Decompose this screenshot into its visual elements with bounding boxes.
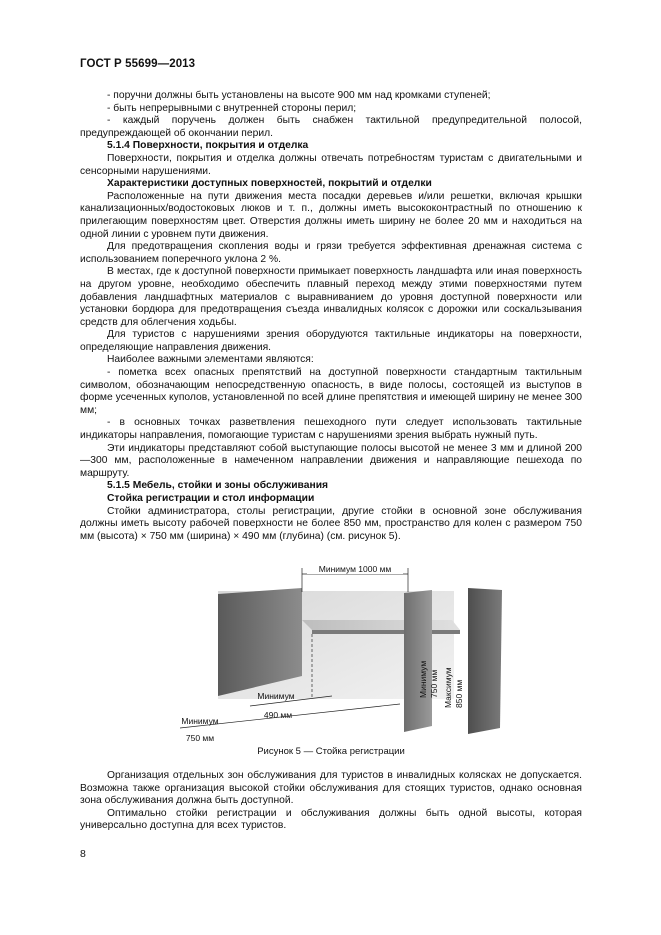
bullet-handrail-tactile: - каждый поручень должен быть снабжен тактильной предупредительной полосой, предупреждающей об окончании перил. (80, 115, 582, 139)
main-text (80, 90, 582, 543)
paragraph-indicators: Эти индикаторы представляют собой выступающие полосы высотой не менее 3 мм и длиной 200—300 мм, расположенные в намеченном направлении движения и направляющие пешехода по маршруту. (80, 442, 582, 479)
label-min-1000: Минимум 1000 мм (318, 564, 392, 574)
side-panel (468, 588, 502, 734)
paragraph-counter: Стойки администратора, столы регистрации, другие стойки в основной зоне обслуживания должны иметь высоту рабочей поверхности не более 850 мм, пространство для колен с размером 750 мм (высота) × 750 мм (ширина) × 490 мм (глубина) (см. рисунок 5). (80, 505, 582, 542)
label-min-750h-a: Минимум (418, 660, 428, 698)
paragraph-grates: Расположенные на пути движения места посадки деревьев и/или решетки, включая крышки канализационных/водостоковых люков и т. п., должны иметь высококонтрастный по отношению к прилегающим поверхностям цвет. Отверстия должны иметь ширину не более 20 мм и находиться на одной линии с уровнем пути движения. (80, 190, 582, 240)
label-min-750h-b: 750 мм (429, 669, 439, 698)
label-min-750w-a: Минимум (181, 716, 219, 726)
subheading-surfaces: Характеристики доступных поверхностей, покрытий и отделки (107, 178, 432, 190)
bullet-handrail-height: - поручни должны быть установлены на высоте 900 мм над кромками ступеней; (107, 90, 491, 101)
counter-top-edge (312, 630, 460, 634)
bullet-branch: - в основных точках разветвления пешеходного пути следует использовать тактильные индикаторы направления, помогающие туристам с нарушениями зрения выбрать нужный путь. (80, 417, 582, 442)
paragraph-surfaces: Поверхности, покрытия и отделка должны отвечать потребностям туристам с двигательными и сенсорными нарушениями. (80, 152, 582, 177)
section-heading-515: 5.1.5 Мебель, стойки и зоны обслуживания (107, 480, 329, 492)
bullet-handrail-continuous: - быть непрерывными с внутренней стороны перил; (107, 102, 357, 114)
paragraph-counter-height: Оптимально стойки регистрации и обслуживания должны быть одной высоты, которая универсально доступна для всех туристов. (80, 807, 582, 832)
subheading-counter: Стойка регистрации и стол информации (107, 493, 315, 504)
bullet-hazard: - пометка всех опасных препятствий на доступной поверхности стандартным тактильным символом, обозначающим непосредственную опасность, в виде полосы, состоящей из выступов в форме усеченных куполов, установленной по всей длине препятствия и имеющей ширину не менее 300 мм; (80, 367, 582, 416)
label-min-490-a: Минимум (257, 691, 295, 701)
label-min-490-b: 490 мм (263, 710, 293, 720)
counter-top (302, 620, 460, 630)
label-max-850-a: Максимум (443, 667, 453, 708)
paragraph-important: Наиболее важными элементами являются: (107, 354, 314, 366)
figure-reception-counter (170, 558, 530, 748)
section-heading-514: 5.1.4 Поверхности, покрытия и отделка (107, 140, 309, 152)
document-header: ГОСТ Р 55699—2013 (80, 58, 196, 70)
figure-caption: Рисунок 5 — Стойка регистрации (257, 746, 405, 757)
page-number: 8 (80, 848, 86, 860)
closing-text (80, 770, 582, 833)
paragraph-drainage: Для предотвращения скопления воды и грязи требуется эффективная дренажная система с использованием поперечного уклона 2 %. (80, 241, 582, 265)
paragraph-transition: В местах, где к доступной поверхности примыкает поверхность ландшафта или иная поверхность на другом уровне, необходимо обеспечить плавный переход между этими поверхностями путем добавления ландшафтных материалов с выравниванием до уровня доступной поверхности или установки бордюра для предотвращения съезда инвалидных колясок с дорожки или соскальзывания средств для облегчения ходьбы. (80, 266, 582, 328)
paragraph-tactile: Для туристов с нарушениями зрения оборудуются тактильные индикаторы на поверхности, определяющие направления движения. (80, 329, 582, 353)
paragraph-separate-zones: Организация отдельных зон обслуживания для туристов в инвалидных колясках не допускается. Возможна также организация высокой стойки обслуживания для стоящих туристов, однако основная зона обслуживания должна быть доступной. (80, 770, 582, 807)
label-min-750w-b: 750 мм (185, 733, 215, 743)
counter-illustration (170, 558, 530, 748)
label-max-850-b: 850 мм (454, 679, 464, 708)
